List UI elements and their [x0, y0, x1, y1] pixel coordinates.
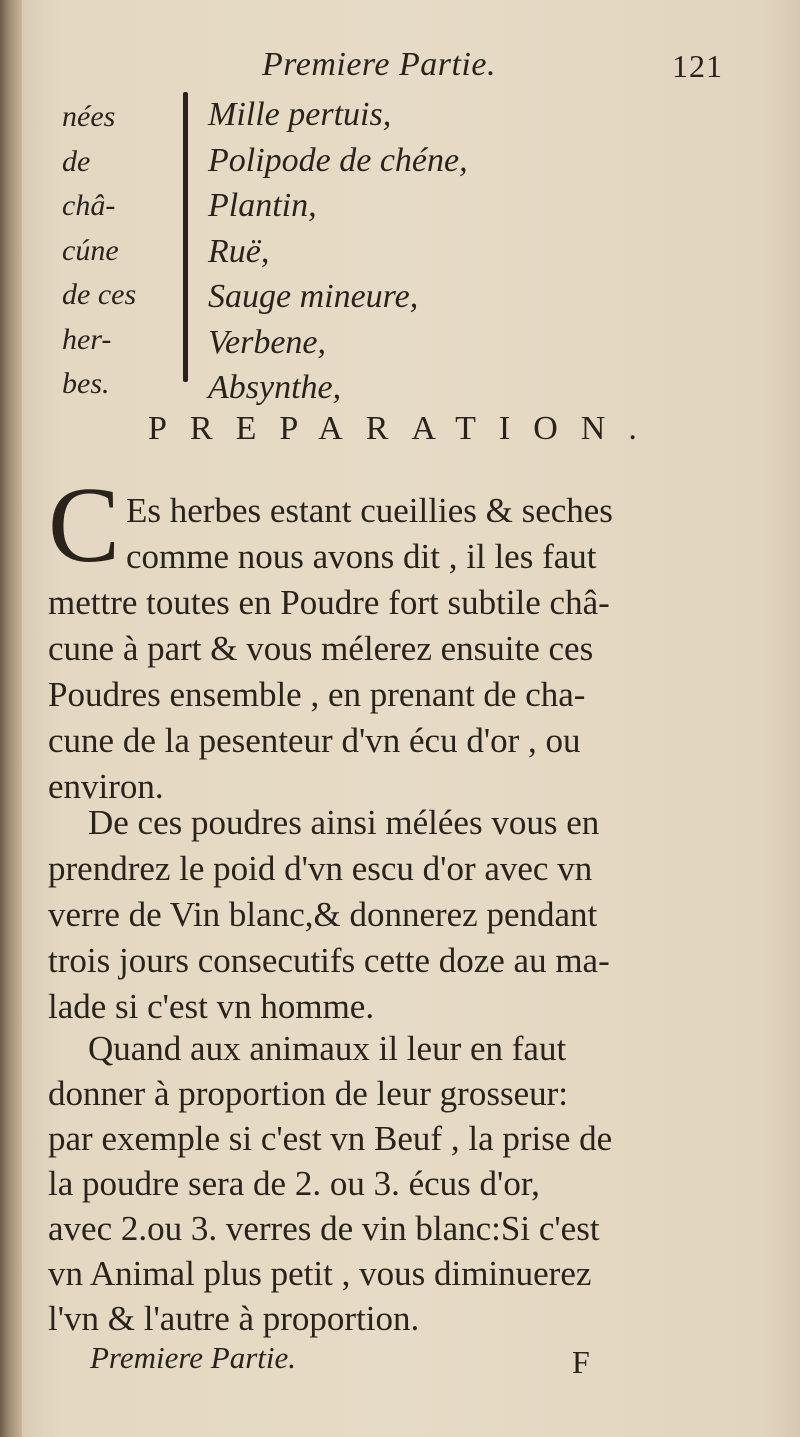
margin-note-line: nées: [62, 100, 116, 133]
text-line: Poudres ensemble , en prenant de cha-: [48, 675, 586, 714]
margin-note-line: bes.: [62, 367, 110, 400]
text-line: mettre toutes en Poudre fort subtile châ-: [48, 583, 610, 622]
drop-cap: C: [48, 466, 121, 585]
page-header: [0, 46, 800, 96]
text-line: l'vn & l'autre à proportion.: [48, 1299, 420, 1338]
herb-item: Mille pertuis,: [208, 96, 392, 133]
herb-list: [208, 92, 468, 411]
text-line: avec 2.ou 3. verres de vin blanc:Si c'est: [48, 1209, 600, 1248]
margin-note-line: châ-: [62, 189, 116, 222]
text-line: Quand aux animaux il leur en faut: [88, 1029, 567, 1068]
section-heading: PREPARATION.: [148, 410, 660, 447]
text-line: trois jours consecutifs cette doze au ma-: [48, 941, 610, 980]
footer-running-title: Premiere Partie.: [90, 1340, 297, 1375]
margin-note-line: de ces: [62, 278, 137, 311]
margin-note-line: de: [62, 144, 91, 178]
page-binding-shadow: [0, 0, 22, 1437]
text-line: comme nous avons dit , il les faut: [126, 537, 597, 576]
text-line: vn Animal plus petit , vous diminuerez: [48, 1254, 592, 1293]
paragraph-preparation: [48, 488, 740, 810]
text-line: Es herbes estant cueillies & seches: [126, 491, 613, 530]
text-line: De ces poudres ainsi mélées vous en: [88, 803, 600, 842]
text-line: cune de la pesenteur d'vn écu d'or , ou: [48, 721, 581, 760]
text-line: prendrez le poid d'vn escu d'or avec vn: [48, 849, 593, 888]
herb-item: Polipode de chéne,: [208, 141, 468, 179]
margin-note-line: cúne: [62, 233, 119, 267]
herb-item: Ruë,: [208, 232, 270, 270]
text-line: environ.: [48, 767, 164, 806]
herb-item: Verbene,: [208, 323, 327, 361]
margin-note: [62, 95, 172, 407]
text-line: par exemple si c'est vn Beuf , la prise de: [48, 1119, 613, 1158]
paragraph-dosage: [48, 800, 738, 1030]
text-line: cune à part & vous mélerez ensuite ces: [48, 629, 594, 668]
paragraph-animals: [48, 1026, 738, 1341]
running-title: Premiere Partie.: [262, 46, 496, 83]
signature-mark: F: [572, 1344, 590, 1380]
herb-item: Plantin,: [208, 187, 317, 224]
margin-note-line: her-: [62, 322, 112, 356]
herb-item: Sauge mineure,: [208, 278, 419, 315]
text-line: la poudre sera de 2. ou 3. écus d'or,: [48, 1164, 540, 1203]
text-line: donner à proportion de leur grosseur:: [48, 1074, 568, 1113]
list-brace: [183, 92, 188, 382]
herb-item: Absynthe,: [208, 369, 342, 406]
text-line: verre de Vin blanc,& donnerez pendant: [48, 895, 598, 934]
text-line: lade si c'est vn homme.: [48, 987, 375, 1026]
page-number: 121: [672, 48, 723, 84]
